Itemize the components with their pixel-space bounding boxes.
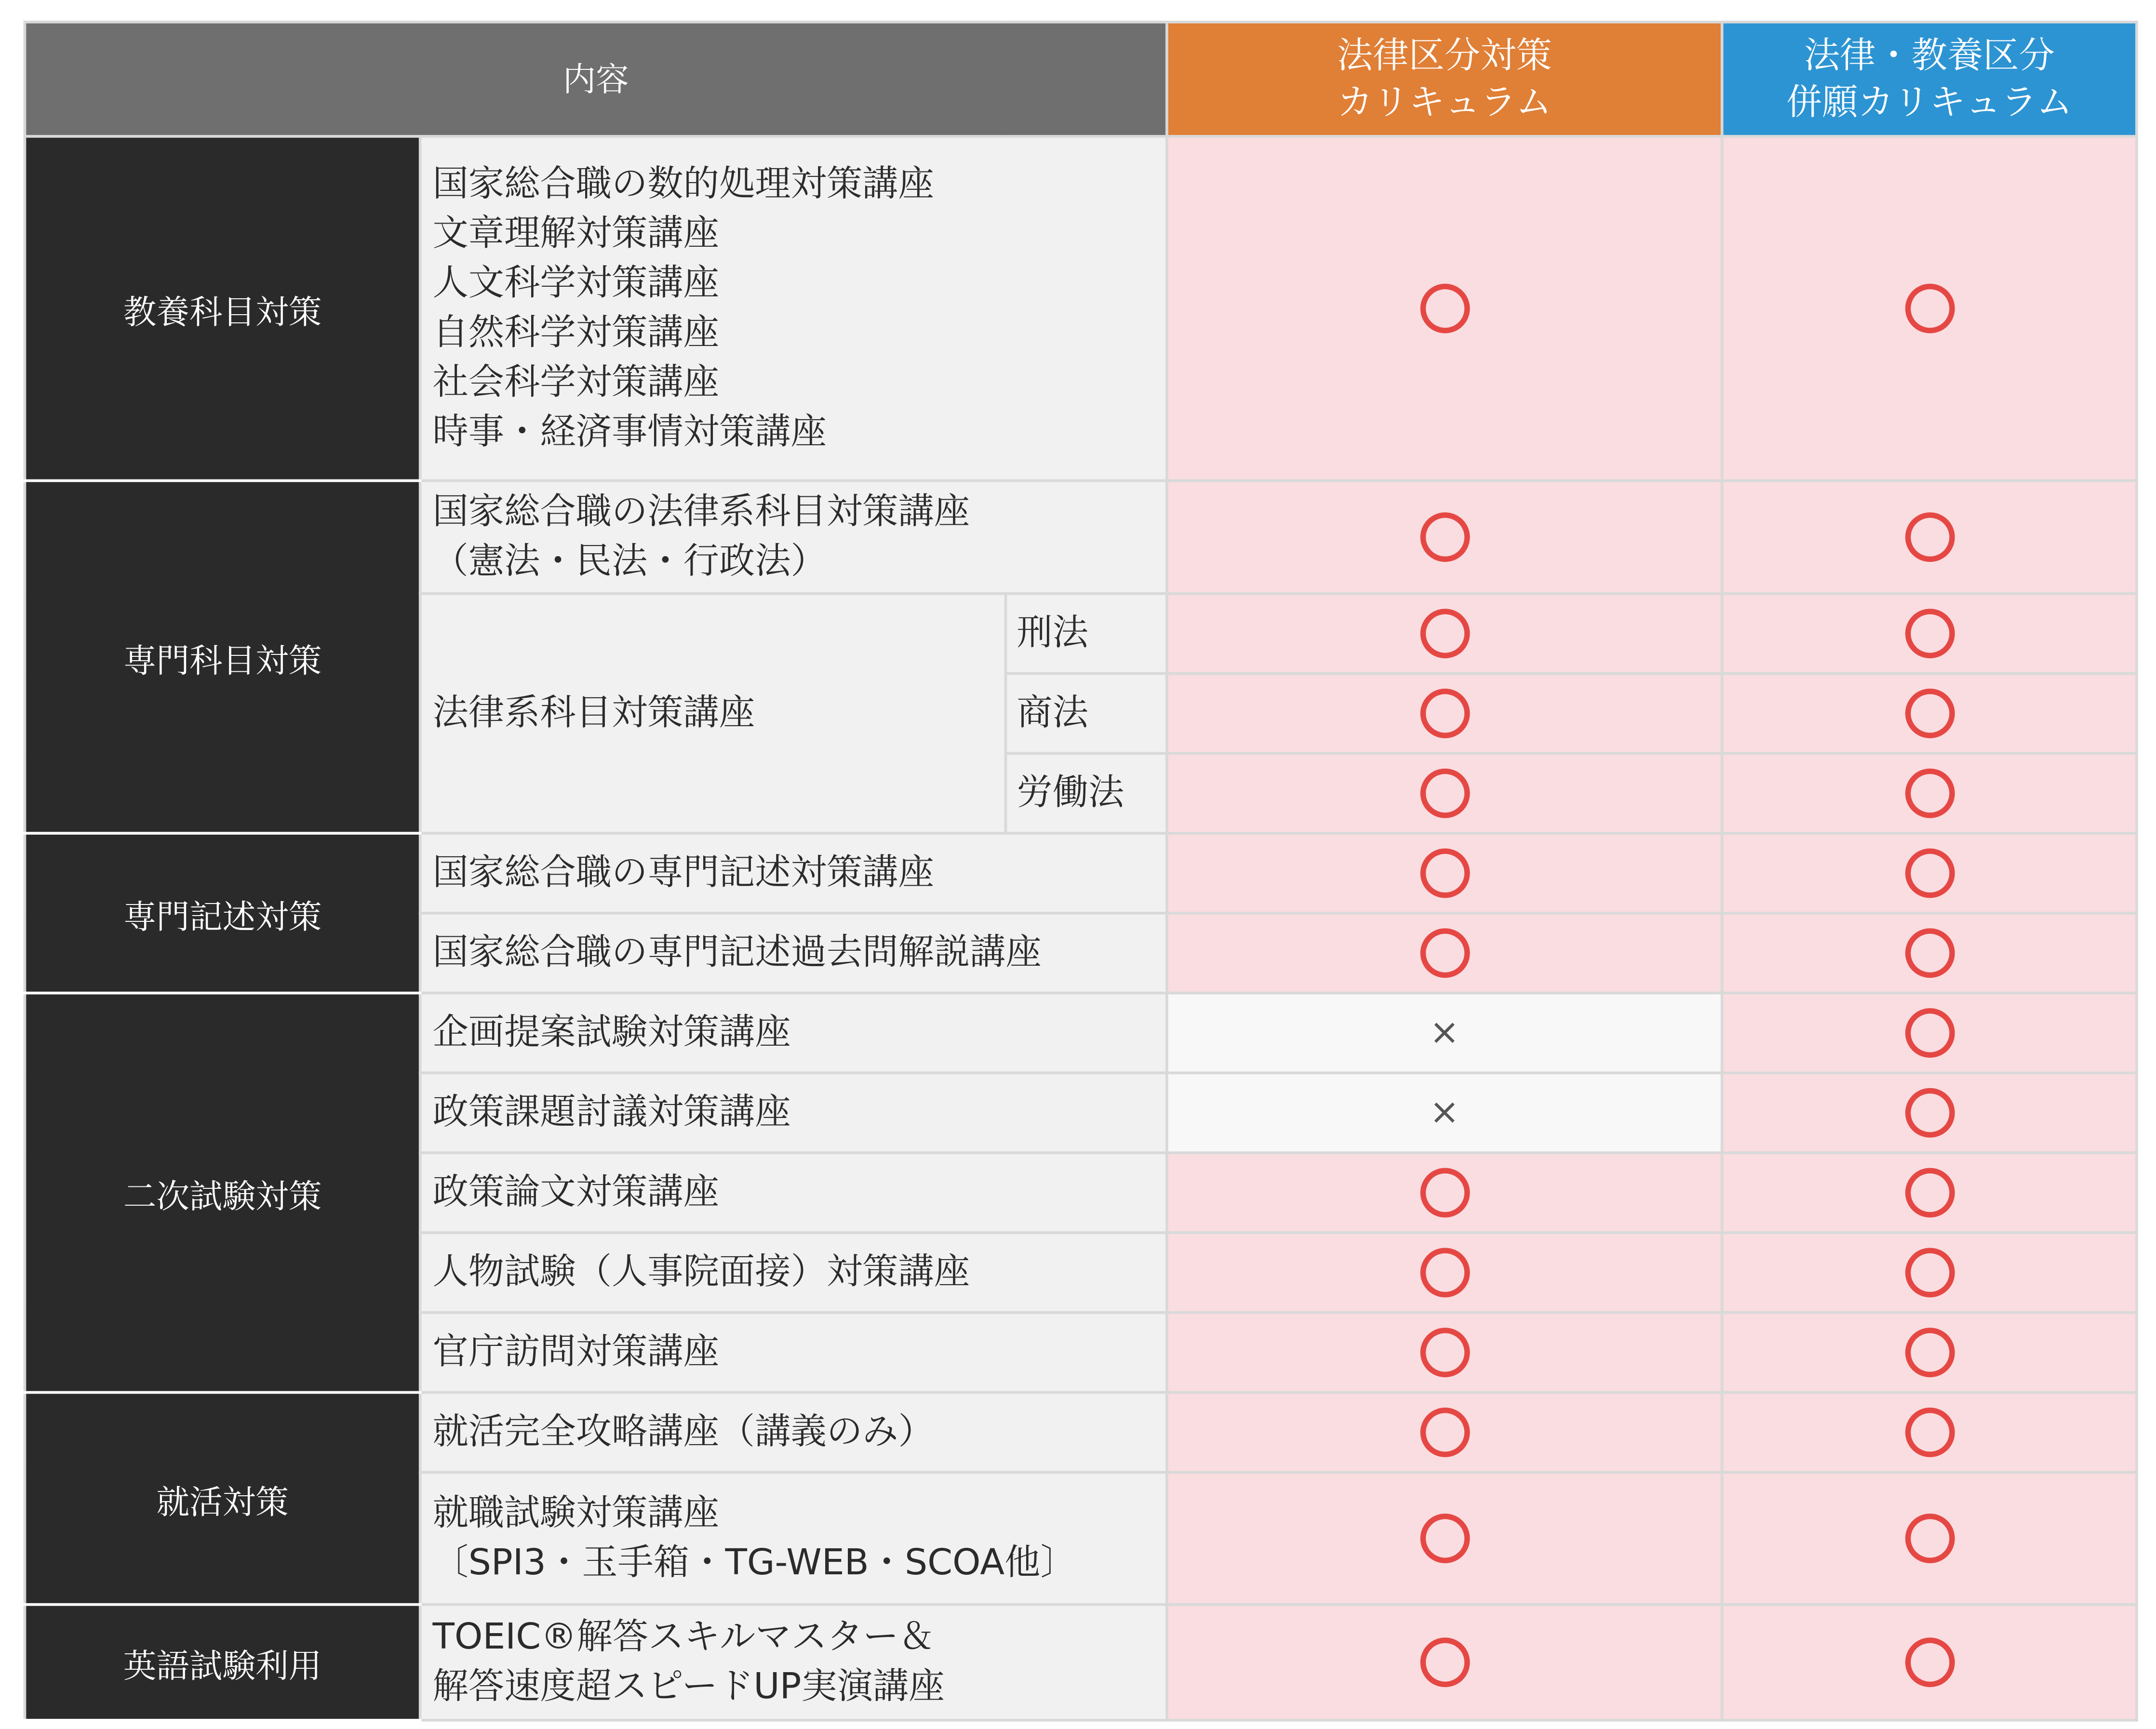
circle-mark bbox=[1904, 769, 1954, 818]
law-curriculum-cell bbox=[1167, 480, 1722, 593]
course-name: 政策課題討議対策講座 bbox=[432, 1092, 791, 1134]
course-name: TOEIC®解答スキルマスター＆ bbox=[432, 1617, 935, 1659]
law-curriculum-cell bbox=[1167, 1233, 1722, 1313]
course-name: 就職試験対策講座 bbox=[432, 1493, 719, 1534]
combined-curriculum-cell bbox=[1722, 480, 2137, 593]
course-name-cell bbox=[420, 993, 1167, 1073]
combined-curriculum-cell bbox=[1722, 753, 2137, 833]
course-name: 国家総合職の法律系科目対策講座 bbox=[432, 492, 970, 533]
category-cell: 専門記述対策 bbox=[25, 833, 420, 993]
course-name-cell bbox=[420, 1605, 1167, 1720]
curriculum-table bbox=[24, 21, 2138, 1722]
combined-curriculum-cell bbox=[1722, 1313, 2137, 1393]
circle-mark bbox=[1419, 1328, 1469, 1377]
circle-mark bbox=[1419, 689, 1469, 738]
law-curriculum-cell bbox=[1167, 1472, 1722, 1604]
combined-curriculum-cell bbox=[1722, 1233, 2137, 1313]
circle-mark bbox=[1419, 1168, 1469, 1218]
subject-cell: 刑法 bbox=[1005, 594, 1166, 674]
course-name: 官庁訪問対策講座 bbox=[432, 1331, 719, 1373]
category-cell: 教養科目対策 bbox=[25, 136, 420, 481]
table-row bbox=[25, 136, 2137, 481]
law-header-line: カリキュラム bbox=[1337, 82, 1552, 123]
circle-mark bbox=[1904, 512, 1954, 562]
circle-mark bbox=[1419, 1514, 1469, 1563]
law-curriculum-cell bbox=[1167, 674, 1722, 754]
circle-mark bbox=[1904, 1637, 1954, 1687]
combined-curriculum-cell bbox=[1722, 136, 2137, 481]
law-curriculum-cell bbox=[1167, 594, 1722, 674]
circle-mark bbox=[1904, 1088, 1954, 1138]
combined-curriculum-cell bbox=[1722, 993, 2137, 1073]
course-name: （憲法・民法・行政法） bbox=[432, 541, 827, 583]
table-row bbox=[25, 993, 2137, 1073]
circle-mark bbox=[1904, 284, 1954, 333]
course-name-cell bbox=[420, 1393, 1167, 1473]
combined-curriculum-cell bbox=[1722, 1605, 2137, 1720]
course-name: 解答速度超スピードUP実演講座 bbox=[432, 1666, 945, 1708]
category-cell: 英語試験利用 bbox=[25, 1605, 420, 1720]
course-name: 政策論文対策講座 bbox=[432, 1172, 719, 1213]
combined-curriculum-header bbox=[1722, 22, 2137, 136]
combined-header-line: 法律・教養区分 bbox=[1804, 35, 2055, 77]
course-name: 文章理解対策講座 bbox=[432, 213, 719, 255]
circle-mark bbox=[1419, 769, 1469, 818]
course-name-cell bbox=[420, 1313, 1167, 1393]
combined-curriculum-cell bbox=[1722, 1472, 2137, 1604]
law-header-line: 法律区分対策 bbox=[1337, 35, 1552, 77]
header-row bbox=[25, 22, 2137, 136]
combined-curriculum-cell bbox=[1722, 1393, 2137, 1473]
course-name: 自然科学対策講座 bbox=[432, 312, 719, 354]
table-row bbox=[25, 480, 2137, 593]
subject-cell: 商法 bbox=[1005, 674, 1166, 754]
law-curriculum-cell bbox=[1167, 136, 1722, 481]
course-name: 社会科学対策講座 bbox=[432, 362, 719, 404]
combined-curriculum-cell bbox=[1722, 1153, 2137, 1233]
course-name: 企画提案試験対策講座 bbox=[432, 1012, 791, 1054]
subject-cell: 労働法 bbox=[1005, 753, 1166, 833]
combined-curriculum-cell bbox=[1722, 674, 2137, 754]
course-name-cell bbox=[420, 1073, 1167, 1153]
circle-mark bbox=[1904, 1008, 1954, 1058]
course-name: 人物試験（人事院面接）対策講座 bbox=[432, 1252, 970, 1293]
circle-mark bbox=[1904, 928, 1954, 978]
circle-mark bbox=[1904, 689, 1954, 738]
course-name: 〔SPI3・玉手箱・TG-WEB・SCOA他〕 bbox=[432, 1543, 1076, 1584]
course-name: 国家総合職の数的処理対策講座 bbox=[432, 164, 934, 205]
combined-curriculum-cell bbox=[1722, 1073, 2137, 1153]
course-name-cell bbox=[420, 833, 1167, 913]
law-curriculum-cell bbox=[1167, 1605, 1722, 1720]
law-curriculum-cell bbox=[1167, 1393, 1722, 1473]
content-header: 内容 bbox=[25, 22, 1166, 136]
combined-curriculum-cell bbox=[1722, 833, 2137, 913]
circle-mark bbox=[1904, 849, 1954, 898]
course-name-cell bbox=[420, 1472, 1167, 1604]
cross-mark: × bbox=[1429, 1012, 1460, 1054]
course-name-cell bbox=[420, 913, 1167, 993]
course-name: 国家総合職の専門記述対策講座 bbox=[432, 852, 934, 894]
course-name: 国家総合職の専門記述過去問解説講座 bbox=[432, 932, 1042, 974]
law-curriculum-cell bbox=[1167, 1073, 1722, 1153]
category-cell: 二次試験対策 bbox=[25, 993, 420, 1393]
course-name-cell bbox=[420, 480, 1167, 593]
course-name: 人文科学対策講座 bbox=[432, 263, 719, 305]
course-name-cell bbox=[420, 136, 1167, 481]
circle-mark bbox=[1904, 1408, 1954, 1457]
law-curriculum-cell bbox=[1167, 1313, 1722, 1393]
law-curriculum-cell bbox=[1167, 993, 1722, 1073]
course-name: 時事・経済事情対策講座 bbox=[432, 412, 827, 453]
table-row bbox=[25, 1605, 2137, 1720]
course-group-cell: 法律系科目対策講座 bbox=[420, 594, 1006, 833]
table-row bbox=[25, 1393, 2137, 1473]
combined-curriculum-cell bbox=[1722, 913, 2137, 993]
category-cell: 専門科目対策 bbox=[25, 480, 420, 833]
law-curriculum-cell bbox=[1167, 913, 1722, 993]
circle-mark bbox=[1419, 1408, 1469, 1457]
circle-mark bbox=[1419, 609, 1469, 658]
law-curriculum-cell bbox=[1167, 753, 1722, 833]
cross-mark: × bbox=[1429, 1092, 1460, 1134]
circle-mark bbox=[1419, 512, 1469, 562]
law-curriculum-header bbox=[1167, 22, 1722, 136]
circle-mark bbox=[1904, 1514, 1954, 1563]
law-curriculum-cell bbox=[1167, 833, 1722, 913]
circle-mark bbox=[1419, 849, 1469, 898]
combined-curriculum-cell bbox=[1722, 594, 2137, 674]
circle-mark bbox=[1904, 1248, 1954, 1297]
circle-mark bbox=[1904, 1168, 1954, 1218]
law-curriculum-cell bbox=[1167, 1153, 1722, 1233]
circle-mark bbox=[1419, 1248, 1469, 1297]
course-name: 就活完全攻略講座（講義のみ） bbox=[432, 1411, 934, 1453]
category-cell: 就活対策 bbox=[25, 1393, 420, 1605]
circle-mark bbox=[1419, 284, 1469, 333]
circle-mark bbox=[1904, 1328, 1954, 1377]
combined-header-line: 併願カリキュラム bbox=[1786, 82, 2073, 123]
course-name-cell bbox=[420, 1233, 1167, 1313]
circle-mark bbox=[1419, 928, 1469, 978]
course-name-cell bbox=[420, 1153, 1167, 1233]
table-row bbox=[25, 833, 2137, 913]
circle-mark bbox=[1419, 1637, 1469, 1687]
circle-mark bbox=[1904, 609, 1954, 658]
